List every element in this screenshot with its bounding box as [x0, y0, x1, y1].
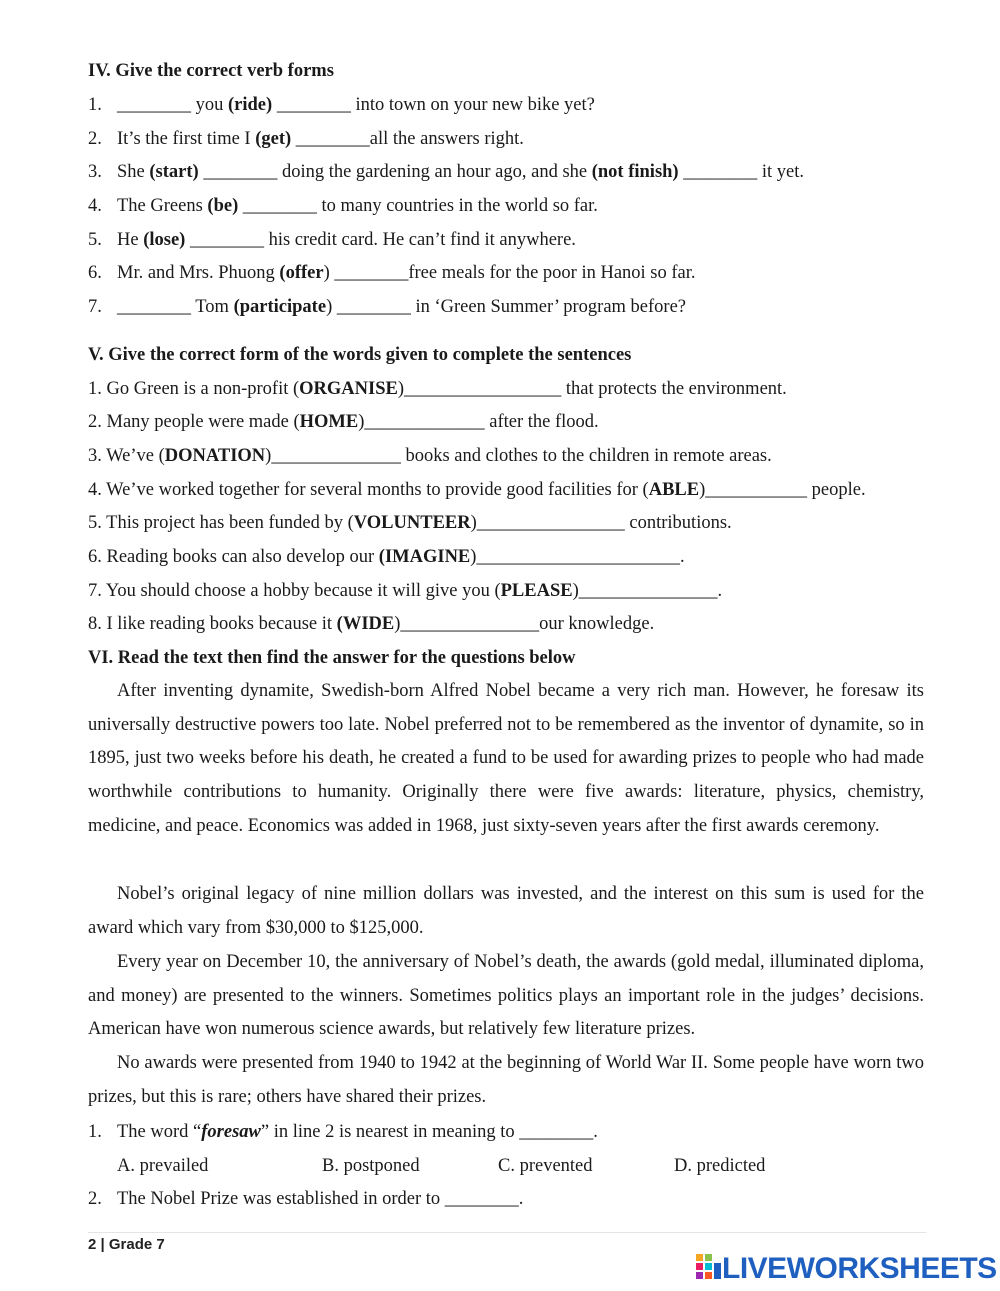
option-c: C. prevented [498, 1156, 593, 1176]
reading-paragraph-2: Nobel’s original legacy of nine million dollars was invested, and the interest on this sum is used for the award which vary from $30,000 to $125,000. [88, 884, 924, 938]
section-6-heading: VI. Read the text then find the answer for the questions below [88, 648, 576, 668]
question-number: 6. [88, 263, 102, 283]
question-text: 4. We’ve worked together for several months to provide good facilities for ( [88, 480, 649, 500]
question-text: 6. Reading books can also develop our [88, 547, 379, 567]
question-text: ) ________ in ‘Green Summer’ program before? [326, 297, 687, 317]
reading-paragraph-4: No awards were presented from 1940 to 1942 at the beginning of World War II. Some people have worn two prizes, but this is rare; others have shared their prizes. [88, 1053, 924, 1107]
question-text: ________ doing the gardening an hour ago, and she [198, 162, 592, 182]
option-d: D. predicted [674, 1156, 766, 1176]
question-text: ________ Tom [117, 297, 234, 317]
question-number: 1. [88, 1122, 102, 1142]
key-word: foresaw [201, 1122, 261, 1142]
word-cue: HOME [299, 412, 359, 432]
question-text: ________ you [117, 95, 228, 115]
question-text: ________ his credit card. He can’t find it anywhere. [185, 230, 576, 250]
question-text: 8. I like reading books because it [88, 614, 337, 634]
question-text: ” in line 2 is nearest in meaning to ________. [260, 1122, 598, 1142]
liveworksheets-logo [696, 1252, 997, 1286]
question-text: 5. This project has been funded by ( [88, 513, 354, 533]
verb-cue: (ride) [228, 95, 273, 115]
question-text: )______________________. [470, 547, 685, 567]
question-text: )_______________. [572, 581, 723, 601]
verb-question-5 [88, 230, 576, 251]
word-cue: ORGANISE [299, 379, 398, 399]
word-cue: VOLUNTEER [353, 513, 471, 533]
grade-label: Grade 7 [108, 1236, 165, 1253]
question-text: It’s the first time I [117, 129, 256, 149]
verb-question-7 [88, 297, 686, 318]
word-form-question-3 [88, 446, 772, 467]
word-form-question-2 [88, 412, 599, 433]
question-number: 4. [88, 196, 102, 216]
reading-question-1 [88, 1122, 598, 1143]
question-text: ________ into town on your new bike yet? [272, 95, 595, 115]
footer-separator: | [100, 1236, 105, 1253]
word-form-question-5 [88, 513, 732, 534]
verb-cue: (be) [207, 196, 239, 216]
question-text: 1. Go Green is a non-profit ( [88, 379, 300, 399]
verb-question-6 [88, 263, 696, 284]
brand-name: LIVEWORKSHEETS [722, 1252, 997, 1285]
word-form-question-6 [88, 547, 685, 568]
word-form-question-1 [88, 379, 787, 400]
verb-cue: (lose) [143, 230, 186, 250]
section-4-heading: IV. Give the correct verb forms [88, 61, 334, 81]
liveworksheets-logo-icon [696, 1254, 722, 1284]
reading-paragraph-1: After inventing dynamite, Swedish-born Alfred Nobel became a very rich man. However, he foresaw its universally destructive powers too late. Nobel preferred not to be remembered as the inventor of dynamite, so in 1895, just two weeks before his death, he created a fund to be used for awarding prizes to people who had made worthwhile contributions to humanity. Originally there were five awards: literature, physics, chemistry, medicine, and peace. Economics was added in 1968, just sixty-seven years after the first awards ceremony. [88, 681, 924, 836]
verb-question-4 [88, 196, 598, 217]
question-number: 5. [88, 230, 102, 250]
question-text: The Nobel Prize was established in order to ________. [117, 1189, 524, 1209]
section-5-heading: V. Give the correct form of the words given to complete the sentences [88, 345, 632, 365]
question-number: 2. [88, 1189, 102, 1209]
question-text: )___________ people. [699, 480, 866, 500]
question-text: )_______________our knowledge. [394, 614, 655, 634]
question-text: )_____________ after the flood. [358, 412, 599, 432]
question-text: )______________ books and clothes to the children in remote areas. [265, 446, 772, 466]
verb-cue: (start) [149, 162, 199, 182]
verb-question-3 [88, 162, 804, 183]
page-number: 2 [88, 1236, 97, 1253]
verb-cue: (not finish) [591, 162, 679, 182]
question-number: 3. [88, 162, 102, 182]
question-number: 1. [88, 95, 102, 115]
question-text: 3. We’ve ( [88, 446, 165, 466]
question-text: ) ________free meals for the poor in Hanoi so far. [323, 263, 696, 283]
verb-question-2 [88, 129, 524, 150]
word-cue: ABLE [648, 480, 700, 500]
reading-question-2 [88, 1189, 523, 1210]
word-cue: (IMAGINE [378, 547, 471, 567]
question-text: He [117, 230, 144, 250]
word-cue: (WIDE [336, 614, 395, 634]
footer-divider [88, 1232, 926, 1233]
reading-paragraph-3: Every year on December 10, the anniversary of Nobel’s death, the awards (gold medal, illuminated diploma, and money) are presented to the winners. Sometimes politics plays an important role in the judges’ decisions. American have won numerous science awards, but relatively few literature prizes. [88, 952, 924, 1040]
question-text: Mr. and Mrs. Phuong [117, 263, 280, 283]
word-form-question-4 [88, 480, 866, 501]
question-text: )_________________ that protects the environment. [397, 379, 787, 399]
option-a: A. prevailed [117, 1156, 209, 1176]
question-text: The word “ [117, 1122, 202, 1142]
page-footer [88, 1236, 165, 1253]
verb-cue: (offer [279, 263, 324, 283]
question-text: ________ it yet. [678, 162, 804, 182]
question-text: 7. You should choose a hobby because it will give you ( [88, 581, 501, 601]
question-number: 7. [88, 297, 102, 317]
question-number: 2. [88, 129, 102, 149]
word-form-question-7 [88, 581, 722, 602]
question-text: 2. Many people were made ( [88, 412, 300, 432]
word-cue: DONATION [164, 446, 266, 466]
question-text: ________ to many countries in the world so far. [238, 196, 598, 216]
question-text: The Greens [117, 196, 208, 216]
question-text: )________________ contributions. [470, 513, 732, 533]
question-text: ________all the answers right. [291, 129, 524, 149]
verb-question-1 [88, 95, 595, 116]
verb-cue: (get) [255, 129, 292, 149]
option-b: B. postponed [322, 1156, 420, 1176]
question-text: She [117, 162, 150, 182]
word-cue: PLEASE [500, 581, 573, 601]
word-form-question-8 [88, 614, 654, 635]
verb-cue: (participate [233, 297, 327, 317]
